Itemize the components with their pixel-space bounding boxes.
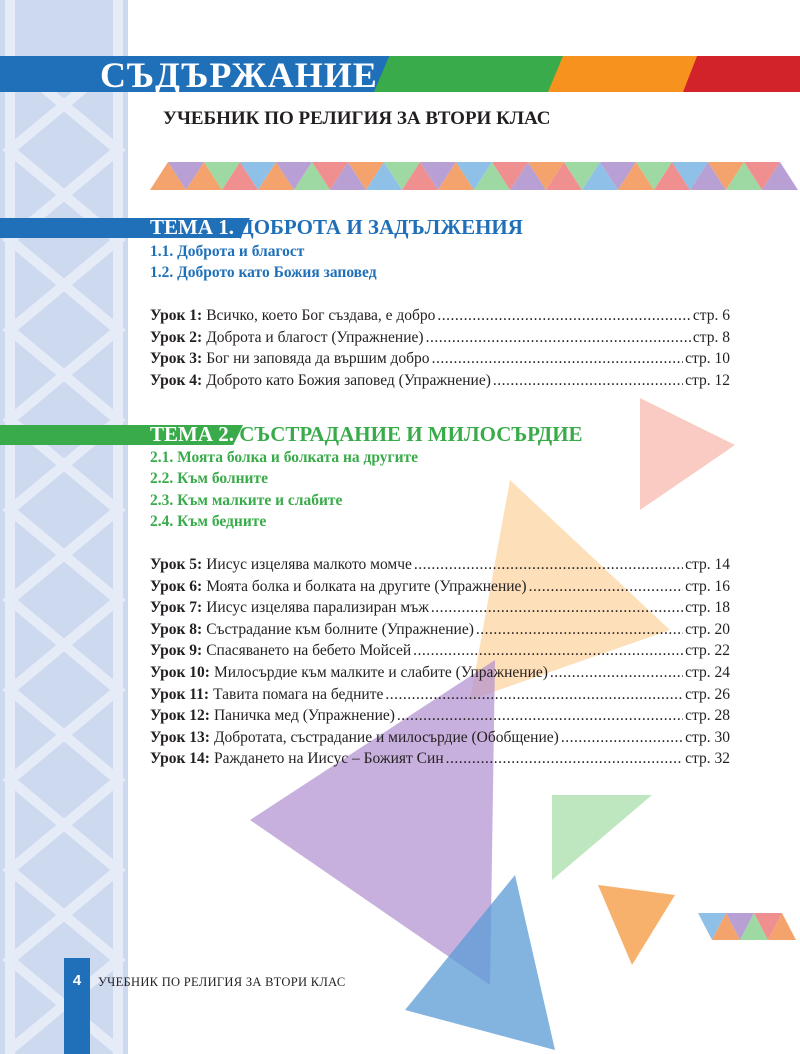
lesson-title: Паничка мед (Упражнение) bbox=[213, 707, 395, 724]
dot-leader bbox=[414, 554, 683, 576]
lesson-title: Моята болка и болката на другите (Упражнение) bbox=[206, 578, 527, 595]
lesson-page: стр. 32 bbox=[685, 750, 730, 767]
triangle-green bbox=[552, 795, 652, 880]
lesson-title: Състрадание към болните (Упражнение) bbox=[206, 621, 474, 638]
lesson-label: Урок 7: bbox=[150, 599, 203, 616]
lesson-title: Раждането на Иисус – Божият Син bbox=[213, 750, 444, 767]
lesson-row bbox=[150, 370, 730, 392]
theme-2-subsection: 2.2. Към болните bbox=[150, 470, 268, 487]
lesson-label: Урок 9: bbox=[150, 642, 203, 659]
dot-leader bbox=[437, 305, 690, 327]
lesson-label: Урок 1: bbox=[150, 307, 203, 324]
lesson-page: стр. 28 bbox=[685, 707, 730, 724]
header-bar-green bbox=[374, 56, 564, 92]
lesson-title: Доброта и благост (Упражнение) bbox=[206, 329, 424, 346]
dot-leader bbox=[385, 684, 683, 706]
lesson-label: Урок 11: bbox=[150, 686, 210, 703]
lesson-title: Милосърдие към малките и слабите (Упражнение) bbox=[213, 664, 548, 681]
theme-1-subsection: 1.1. Доброта и благост bbox=[150, 243, 305, 260]
triangle-orange bbox=[598, 885, 675, 965]
lesson-page: стр. 30 bbox=[685, 729, 730, 746]
triangle-pink bbox=[640, 398, 735, 510]
lesson-row bbox=[150, 576, 730, 598]
dot-leader bbox=[426, 327, 691, 349]
lesson-page: стр. 14 bbox=[685, 556, 730, 573]
lesson-label: Урок 8: bbox=[150, 621, 203, 638]
lesson-page: стр. 22 bbox=[685, 642, 730, 659]
theme-2-heading bbox=[150, 422, 583, 446]
lesson-row bbox=[150, 305, 730, 327]
dot-leader bbox=[493, 370, 683, 392]
dot-leader bbox=[446, 748, 684, 770]
lesson-title: Спасяването на бебето Мойсей bbox=[206, 642, 412, 659]
theme-1-heading bbox=[150, 215, 523, 239]
lesson-row bbox=[150, 640, 730, 662]
lesson-page: стр. 24 bbox=[685, 664, 730, 681]
theme-1-title: ДОБРОТА И ЗАДЪЛЖЕНИЯ bbox=[239, 215, 523, 239]
header-bar-red bbox=[683, 56, 800, 92]
dot-leader bbox=[476, 619, 683, 641]
triangle-row-top bbox=[150, 162, 798, 190]
dot-leader bbox=[550, 662, 683, 684]
lesson-row bbox=[150, 727, 730, 749]
lesson-title: Иисус изцелява парализиран мъж bbox=[206, 599, 429, 616]
lesson-page: стр. 10 bbox=[685, 350, 730, 367]
lesson-page: стр. 20 bbox=[685, 621, 730, 638]
lesson-label: Урок 14: bbox=[150, 750, 210, 767]
lesson-page: стр. 26 bbox=[685, 686, 730, 703]
header-bar-orange bbox=[548, 56, 698, 92]
theme-1-subsection: 1.2. Доброто като Божия заповед bbox=[150, 264, 377, 281]
dot-leader bbox=[529, 576, 684, 598]
lesson-label: Урок 6: bbox=[150, 578, 203, 595]
lesson-title: Иисус изцелява малкото момче bbox=[206, 556, 412, 573]
footer-text: УЧЕБНИК ПО РЕЛИГИЯ ЗА ВТОРИ КЛАС bbox=[98, 975, 346, 989]
lesson-row bbox=[150, 705, 730, 727]
lesson-page: стр. 8 bbox=[692, 329, 730, 346]
lesson-page: стр. 12 bbox=[685, 372, 730, 389]
book-subtitle: УЧЕБНИК ПО РЕЛИГИЯ ЗА ВТОРИ КЛАС bbox=[163, 108, 551, 129]
theme-2-subsection: 2.3. Към малките и слабите bbox=[150, 492, 343, 509]
lesson-title: Бог ни заповяда да вършим добро bbox=[206, 350, 430, 367]
lesson-title: Всичко, което Бог създава, е добро bbox=[206, 307, 436, 324]
theme-2-subsection: 2.1. Моята болка и болката на другите bbox=[150, 449, 419, 466]
lesson-label: Урок 2: bbox=[150, 329, 203, 346]
lesson-row bbox=[150, 554, 730, 576]
lesson-row bbox=[150, 662, 730, 684]
lesson-row bbox=[150, 619, 730, 641]
dot-leader bbox=[413, 640, 683, 662]
lesson-title: Доброто като Божия заповед (Упражнение) bbox=[206, 372, 491, 389]
lesson-label: Урок 13: bbox=[150, 729, 210, 746]
lesson-title: Тавита помага на бедните bbox=[213, 686, 384, 703]
lesson-row bbox=[150, 327, 730, 349]
theme-2-number: ТЕМА 2. bbox=[150, 422, 234, 446]
lesson-label: Урок 5: bbox=[150, 556, 203, 573]
lesson-page: стр. 6 bbox=[692, 307, 730, 324]
theme-2-title: СЪСТРАДАНИЕ И МИЛОСЪРДИЕ bbox=[239, 422, 583, 446]
lesson-row bbox=[150, 748, 730, 770]
dot-leader bbox=[431, 597, 683, 619]
theme-1-number: ТЕМА 1. bbox=[150, 215, 234, 239]
lesson-title: Добротата, състрадание и милосърдие (Обобщение) bbox=[213, 729, 559, 746]
lesson-row bbox=[150, 348, 730, 370]
lesson-row bbox=[150, 684, 730, 706]
theme-2-subsection: 2.4. Към бедните bbox=[150, 513, 267, 530]
lesson-label: Урок 3: bbox=[150, 350, 203, 367]
lesson-label: Урок 4: bbox=[150, 372, 203, 389]
lesson-page: стр. 18 bbox=[685, 599, 730, 616]
page-title: СЪДЪРЖАНИЕ bbox=[100, 55, 378, 95]
dot-leader bbox=[397, 705, 683, 727]
dot-leader bbox=[561, 727, 683, 749]
triangle-row-bottom bbox=[698, 913, 796, 940]
dot-leader bbox=[432, 348, 684, 370]
lesson-row bbox=[150, 597, 730, 619]
lesson-label: Урок 12: bbox=[150, 707, 210, 724]
page-number: 4 bbox=[72, 972, 82, 989]
lesson-page: стр. 16 bbox=[685, 578, 730, 595]
lesson-label: Урок 10: bbox=[150, 664, 210, 681]
